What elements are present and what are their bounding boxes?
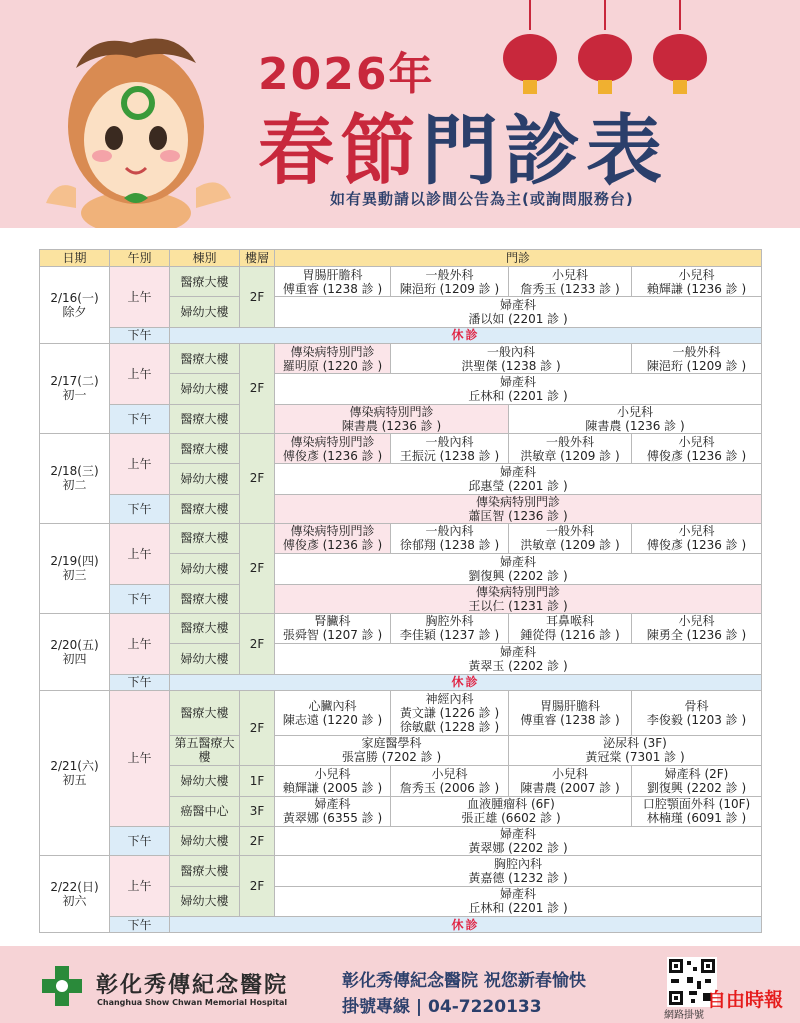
table-row [40, 827, 762, 856]
clinic-cell: 心臟內科 陳志遠 (1220 診 ) [275, 690, 391, 735]
date-cell: 2/17(二) 初一 [40, 343, 110, 433]
poster-header [0, 0, 800, 228]
clinic-cell: 一般內科 王振沅 (1238 診 ) [391, 433, 509, 463]
building-cell: 醫療大樓 [170, 404, 240, 433]
building-cell: 醫療大樓 [170, 433, 240, 463]
building-cell: 醫療大樓 [170, 584, 240, 613]
session-pm: 下午 [110, 674, 170, 690]
clinic-cell: 胃腸肝膽科 傅重睿 (1238 診 ) [509, 690, 632, 735]
horse-mascot-icon [36, 28, 236, 228]
clinic-cell: 傳染病特別門診 蕭匡智 (1236 診 ) [275, 494, 762, 523]
clinic-cell: 口腔顎面外科 (10F) 林楠瑾 (6091 診 ) [632, 796, 762, 826]
table-row [40, 674, 762, 690]
clinic-cell: 泌尿科 (3F) 黃冠棠 (7301 診 ) [509, 735, 762, 765]
clinic-cell: 小兒科 陳勇全 (1236 診 ) [632, 613, 762, 643]
clinic-cell: 胸腔外科 李佳穎 (1237 診 ) [391, 613, 509, 643]
session-pm: 下午 [110, 327, 170, 343]
clinic-cell: 小兒科 陳書農 (1236 診 ) [509, 404, 762, 433]
building-cell: 醫療大樓 [170, 494, 240, 523]
greeting-text: 彰化秀傳紀念醫院 祝您新春愉快 [342, 971, 586, 991]
session-am: 上午 [110, 523, 170, 584]
clinic-cell: 家庭醫學科 張富勝 (7202 診 ) [275, 735, 509, 765]
building-cell: 婦幼大樓 [170, 464, 240, 494]
table-row [40, 917, 762, 933]
closed-cell: 休診 [170, 674, 762, 690]
floor-cell: 2F [240, 856, 275, 917]
session-am: 上午 [110, 267, 170, 328]
clinic-cell: 婦產科 丘林和 (2201 診 ) [275, 886, 762, 917]
clinic-cell: 婦產科 邱惠瑩 (2201 診 ) [275, 464, 762, 494]
header-building: 棟別 [170, 250, 240, 267]
date-cell: 2/20(五) 初四 [40, 613, 110, 690]
lanterns-icon [490, 0, 720, 100]
session-am: 上午 [110, 433, 170, 494]
floor-cell: 3F [240, 796, 275, 826]
clinic-cell: 胃腸肝膽科 傅重睿 (1238 診 ) [275, 267, 391, 297]
floor-cell: 2F [240, 690, 275, 766]
clinic-cell: 傳染病特別門診 王以仁 (1231 診 ) [275, 584, 762, 613]
session-pm: 下午 [110, 404, 170, 433]
floor-cell: 2F [240, 343, 275, 433]
building-cell: 醫療大樓 [170, 523, 240, 553]
date-cell: 2/19(四) 初三 [40, 523, 110, 613]
floor-cell: 2F [240, 827, 275, 856]
clinic-cell: 血液腫瘤科 (6F) 張正雄 (6602 診 ) [391, 796, 632, 826]
hospital-name-en: Changhua Show Chwan Memorial Hospital [97, 998, 288, 1007]
table-row [40, 584, 762, 613]
clinic-cell: 婦產科 潘以如 (2201 診 ) [275, 297, 762, 327]
floor-cell: 2F [240, 523, 275, 613]
title-year: 2026年 [258, 49, 435, 100]
building-cell: 醫療大樓 [170, 856, 240, 886]
clinic-cell: 一般外科 陳浥珩 (1209 診 ) [632, 343, 762, 373]
clinic-cell: 婦產科 劉復興 (2202 診 ) [275, 554, 762, 584]
header-date: 日期 [40, 250, 110, 267]
schedule-table [39, 249, 762, 933]
clinic-cell: 一般外科 陳浥珩 (1209 診 ) [391, 267, 509, 297]
clinic-cell: 小兒科 詹秀玉 (2006 診 ) [391, 766, 509, 796]
qr-label: 網路掛號 [664, 1010, 704, 1021]
clinic-cell: 傳染病特別門診 傅俊彥 (1236 診 ) [275, 433, 391, 463]
building-cell: 婦幼大樓 [170, 886, 240, 917]
header-clinic: 門診 [275, 250, 762, 267]
clinic-cell: 一般內科 徐郁翔 (1238 診 ) [391, 523, 509, 553]
clinic-cell: 傳染病特別門診 羅明原 (1220 診 ) [275, 343, 391, 373]
phone-text: 掛號專線 | 04-7220133 [342, 997, 542, 1017]
clinic-cell: 小兒科 詹秀玉 (1233 診 ) [509, 267, 632, 297]
table-row [40, 690, 762, 735]
building-cell: 婦幼大樓 [170, 554, 240, 584]
date-cell: 2/16(一) 除夕 [40, 267, 110, 344]
building-cell: 醫療大樓 [170, 690, 240, 735]
closed-cell: 休診 [170, 917, 762, 933]
floor-cell: 1F [240, 766, 275, 796]
table-row [40, 523, 762, 553]
title-red-part: 春節 [258, 106, 422, 195]
table-row [40, 433, 762, 463]
session-pm: 下午 [110, 494, 170, 523]
clinic-cell: 婦產科 黃翠娜 (6355 診 ) [275, 796, 391, 826]
clinic-cell: 小兒科 賴輝謙 (1236 診 ) [632, 267, 762, 297]
clinic-cell: 婦產科 黃翠娜 (2202 診 ) [275, 827, 762, 856]
date-cell: 2/22(日) 初六 [40, 856, 110, 933]
building-cell: 醫療大樓 [170, 343, 240, 373]
floor-cell: 2F [240, 267, 275, 328]
clinic-cell: 腎臟科 張舜智 (1207 診 ) [275, 613, 391, 643]
clinic-cell: 婦產科 丘林和 (2201 診 ) [275, 374, 762, 404]
table-header-row [40, 250, 762, 267]
hospital-logo-icon [38, 962, 86, 1010]
table-row [40, 267, 762, 297]
clinic-cell: 一般外科 洪敏章 (1209 診 ) [509, 523, 632, 553]
session-am: 上午 [110, 343, 170, 404]
clinic-cell: 耳鼻喉科 鍾從得 (1216 診 ) [509, 613, 632, 643]
session-am: 上午 [110, 856, 170, 917]
building-cell: 婦幼大樓 [170, 827, 240, 856]
clinic-cell: 一般外科 洪敏章 (1209 診 ) [509, 433, 632, 463]
building-cell: 婦幼大樓 [170, 644, 240, 674]
table-row [40, 613, 762, 643]
hospital-name: 彰化秀傳紀念醫院 [96, 973, 289, 998]
clinic-cell: 胸腔內科 黃嘉德 (1232 診 ) [275, 856, 762, 886]
clinic-cell: 神經內科 黃文謙 (1226 診 ) 徐敏獻 (1228 診 ) [391, 690, 509, 735]
clinic-cell: 小兒科 賴輝謙 (2005 診 ) [275, 766, 391, 796]
session-am: 上午 [110, 690, 170, 827]
building-cell: 醫療大樓 [170, 613, 240, 643]
table-row [40, 343, 762, 373]
building-cell: 癌醫中心 [170, 796, 240, 826]
clinic-cell: 傳染病特別門診 陳書農 (1236 診 ) [275, 404, 509, 433]
subtitle: 如有異動請以診間公告為主(或詢問服務台) [330, 190, 634, 208]
clinic-cell: 婦產科 (2F) 劉復興 (2202 診 ) [632, 766, 762, 796]
clinic-cell: 一般內科 洪聖傑 (1238 診 ) [391, 343, 632, 373]
floor-cell: 2F [240, 613, 275, 674]
date-cell: 2/21(六) 初五 [40, 690, 110, 856]
building-cell: 婦幼大樓 [170, 766, 240, 796]
date-cell: 2/18(三) 初二 [40, 433, 110, 523]
table-row [40, 856, 762, 886]
table-row [40, 327, 762, 343]
building-cell: 婦幼大樓 [170, 297, 240, 327]
clinic-cell: 婦產科 黃翠玉 (2202 診 ) [275, 644, 762, 674]
closed-cell: 休診 [170, 327, 762, 343]
session-pm: 下午 [110, 827, 170, 856]
session-am: 上午 [110, 613, 170, 674]
floor-cell: 2F [240, 433, 275, 523]
clinic-cell: 傳染病特別門診 傅俊彥 (1236 診 ) [275, 523, 391, 553]
table-row [40, 404, 762, 433]
header-session: 午別 [110, 250, 170, 267]
table-row [40, 494, 762, 523]
header-floor: 樓層 [240, 250, 275, 267]
clinic-cell: 小兒科 陳書農 (2007 診 ) [509, 766, 632, 796]
clinic-cell: 小兒科 傅俊彥 (1236 診 ) [632, 523, 762, 553]
session-pm: 下午 [110, 917, 170, 933]
building-cell: 醫療大樓 [170, 267, 240, 297]
page-title [258, 90, 668, 199]
session-pm: 下午 [110, 584, 170, 613]
clinic-cell: 骨科 李俊毅 (1203 診 ) [632, 690, 762, 735]
building-cell: 第五醫療大樓 [170, 735, 240, 765]
clinic-cell: 小兒科 傅俊彥 (1236 診 ) [632, 433, 762, 463]
watermark: 自由時報 [707, 989, 784, 1011]
title-blue-part: 門診表 [422, 106, 668, 195]
building-cell: 婦幼大樓 [170, 374, 240, 404]
